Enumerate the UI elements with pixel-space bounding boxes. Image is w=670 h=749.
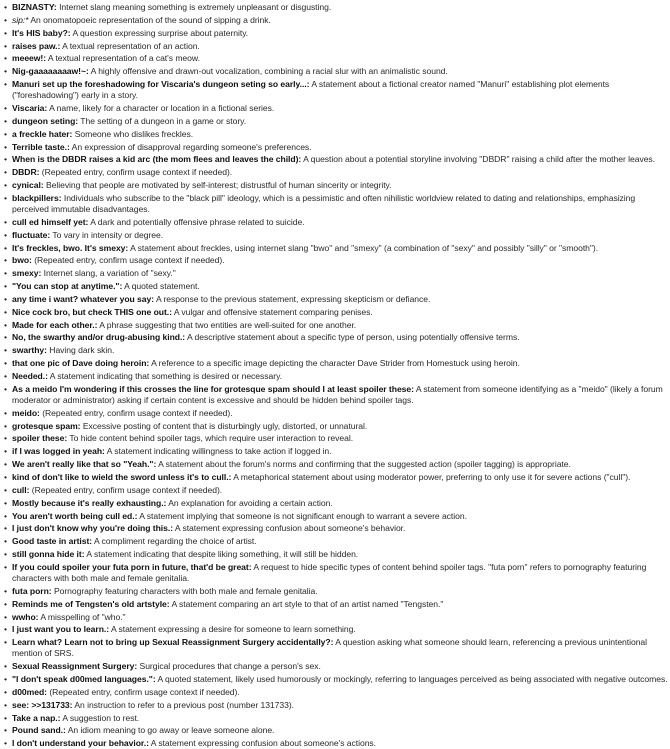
bullet-icon: • [4, 268, 7, 279]
entry-term: smexy: [12, 268, 42, 279]
entry-definition: A descriptive statement about a specific type of person, using potentially offensive terms. [187, 332, 520, 343]
bullet-icon: • [4, 637, 7, 648]
entry-term: When is the DBDR raises a kid arc (the mom flees and leaves the child): [12, 154, 302, 165]
entry-definition: A statement implying that someone is not significant enough to warrant a severe action. [139, 510, 467, 521]
entry-term: Nice cock bro, but check THIS one out.: [12, 306, 172, 317]
entry-term: Nig-gaaaaaaaaw!~: [12, 66, 89, 77]
bullet-icon: • [4, 446, 7, 457]
glossary-entry [4, 66, 668, 77]
entry-definition: A statement indicating willingness to take action if logged in. [106, 446, 332, 457]
entry-term: Pound sand.: [12, 725, 66, 736]
glossary-entry [4, 485, 668, 496]
entry-definition: A quoted statement. [124, 281, 200, 292]
glossary-entry [4, 103, 668, 114]
entry-definition: An idiom meaning to go away or leave someone alone. [67, 725, 275, 736]
bullet-icon: • [4, 154, 7, 165]
entry-term: grotesque spam: [12, 420, 81, 431]
glossary-entry [4, 154, 668, 165]
entry-definition: A misspelling of "who." [40, 611, 126, 622]
entry-term: Reminds me of Tengsten's old artstyle: [12, 598, 170, 609]
entry-definition: (Repeated entry, confirm usage context if needed). [41, 167, 233, 178]
glossary-entry [4, 599, 668, 610]
bullet-icon: • [4, 255, 7, 266]
entry-definition: A statement expressing confusion about someone's actions. [150, 738, 377, 749]
glossary-entry [4, 612, 668, 623]
entry-definition: (Repeated entry, confirm usage context if needed). [31, 484, 223, 495]
entry-definition: A statement indicating that something is desired or necessary. [49, 370, 283, 381]
entry-definition: (Repeated entry, confirm usage context if needed). [42, 407, 233, 418]
glossary-entry [4, 129, 668, 140]
entry-term: Good taste in artist: [12, 536, 93, 547]
bullet-icon: • [4, 497, 7, 508]
entry-term: swarthy: [12, 345, 47, 356]
bullet-icon: • [4, 484, 7, 495]
entry-term: if I was logged in yeah: [12, 446, 105, 457]
glossary-entry [4, 345, 668, 356]
bullet-icon: • [4, 549, 7, 560]
entry-term: DBDR: [12, 167, 40, 178]
bullet-icon: • [4, 281, 7, 292]
bullet-icon: • [4, 712, 7, 723]
entry-definition: Individuals who subscribe to the "black pill" ideology, which is a pessimistic and often nihilistic worldview related to dating and relationships, emphasizing perceived immutable disadvantages. [12, 192, 636, 214]
glossary-entry [4, 472, 668, 483]
bullet-icon: • [4, 27, 7, 38]
entry-term: kind of don't like to wield the sword unless it's to cull.: [12, 471, 232, 482]
bullet-icon: • [4, 293, 7, 304]
bullet-icon: • [4, 115, 7, 126]
glossary-entry [4, 624, 668, 635]
entry-term: meido: [12, 407, 40, 418]
bullet-icon: • [4, 471, 7, 482]
glossary-entry [4, 421, 668, 432]
glossary-entry [4, 281, 668, 292]
entry-term: Sexual Reassignment Surgery: [12, 661, 138, 672]
glossary-entry [4, 79, 668, 101]
glossary-entry [4, 332, 668, 343]
entry-definition: A statement about freckles, using internet slang "bwo" and "smexy" (a combination of "sexy" and possibly "silly" or "smooth"). [130, 242, 599, 253]
bullet-icon: • [4, 345, 7, 356]
bullet-icon: • [4, 383, 7, 394]
bullet-icon: • [4, 686, 7, 697]
glossary-entry [4, 523, 668, 534]
entry-term: wwho: [12, 611, 39, 622]
entry-term: "I don't speak d00med languages.": [12, 673, 156, 684]
entry-definition: A question about a potential storyline involving "DBDR" raising a child after the mother leaves. [303, 154, 656, 165]
entry-definition: A statement comparing an art style to that of an artist named "Tengsten." [171, 598, 444, 609]
entry-definition: A name, likely for a character or location in a fictional series. [49, 103, 275, 113]
entry-term: fluctuate: [12, 229, 51, 240]
entry-definition: A suggestion to rest. [62, 712, 140, 723]
entry-definition: To vary in intensity or degree. [52, 229, 164, 240]
bullet-icon: • [4, 561, 7, 572]
entry-term: bwo: [12, 255, 32, 266]
entry-term: It's freckles, bwo. It's smexy: [12, 242, 129, 253]
entry-term: It's HIS baby?: [12, 27, 71, 38]
bullet-icon: • [4, 229, 7, 240]
glossary-entry [4, 2, 668, 13]
entry-definition: A request to hide specific types of content behind spoiler tags. "futa porn" refers to pornography featuring characters with both male and female genitalia. [12, 561, 647, 583]
bullet-icon: • [4, 673, 7, 684]
entry-term: that one pic of Dave doing heroin: [12, 358, 150, 369]
entry-term: Manuri set up the foreshadowing for Viscaria's dungeon seting so early...: [12, 79, 310, 90]
entry-definition: A textual representation of an action. [62, 40, 200, 51]
glossary-entry [4, 661, 668, 672]
bullet-icon: • [4, 725, 7, 736]
entry-term: cull: [12, 484, 30, 495]
entry-definition: A response to the previous statement, expressing skepticism or defiance. [155, 293, 431, 304]
glossary-entry [4, 408, 668, 419]
entry-definition: Internet slang, a variation of "sexy." [43, 268, 176, 279]
entry-term: We aren't really like that so "Yeah.": [12, 459, 157, 470]
bullet-icon: • [4, 433, 7, 444]
glossary-entry [4, 193, 668, 215]
entry-term: cynical: [12, 180, 44, 191]
entry-term: I just don't know why you're doing this.: [12, 523, 174, 534]
entry-definition: An explanation for avoiding a certain action. [168, 497, 333, 508]
glossary-entry [4, 446, 668, 457]
entry-definition: A statement expressing confusion about someone's behavior. [174, 523, 406, 534]
entry-definition: A dark and potentially offensive phrase related to suicide. [90, 216, 305, 227]
entry-definition: Surgical procedures that change a person's sex. [139, 661, 321, 672]
entry-term: spoiler these: [12, 433, 68, 444]
entry-definition: A compliment regarding the choice of artist. [94, 536, 257, 547]
entry-definition: A question expressing surprise about paternity. [72, 27, 249, 38]
bullet-icon: • [4, 536, 7, 547]
entry-definition: Excessive posting of content that is disturbingly ugly, distorted, or unnatural. [82, 420, 368, 431]
entry-definition: To hide content behind spoiler tags, which require user interaction to reveal. [69, 433, 354, 444]
glossary-entry [4, 243, 668, 254]
glossary-entry [4, 459, 668, 470]
bullet-icon: • [4, 699, 7, 710]
glossary-entry [4, 384, 668, 406]
bullet-icon: • [4, 306, 7, 317]
entry-definition: A vulgar and offensive statement comparing penises. [173, 306, 373, 317]
bullet-icon: • [4, 319, 7, 330]
bullet-icon: • [4, 738, 7, 749]
bullet-icon: • [4, 216, 7, 227]
glossary-entry [4, 116, 668, 127]
entry-term: Made for each other.: [12, 319, 98, 330]
entry-term: If you could spoiler your futa porn in future, that'd be great: [12, 561, 252, 572]
entry-term: still gonna hide it: [12, 549, 85, 560]
entry-term: blackpillers: [12, 192, 62, 203]
glossary-entry [4, 586, 668, 597]
glossary-list [4, 2, 668, 749]
glossary-entry [4, 142, 668, 153]
bullet-icon: • [4, 2, 7, 12]
entry-term: I just want you to learn.: [12, 624, 110, 635]
entry-term: Take a nap.: [12, 712, 61, 723]
entry-definition: A textual representation of a cat's meow. [47, 53, 200, 64]
entry-definition: The setting of a dungeon in a game or story. [80, 115, 247, 126]
bullet-icon: • [4, 141, 7, 152]
bullet-icon: • [4, 407, 7, 418]
glossary-entry [4, 536, 668, 547]
bullet-icon: • [4, 40, 7, 51]
entry-term: Terrible taste.: [12, 141, 70, 152]
bullet-icon: • [4, 459, 7, 470]
entry-definition: A quoted statement, likely used humorously or mockingly, referring to languages perceived as being associated with negative outcomes. [157, 673, 668, 684]
entry-term: Needed.: [12, 370, 48, 381]
glossary-entry [4, 294, 668, 305]
glossary-entry [4, 738, 668, 749]
glossary-entry [4, 230, 668, 241]
entry-term: I don't understand your behavior.: [12, 738, 149, 749]
bullet-icon: • [4, 14, 7, 25]
glossary-entry [4, 433, 668, 444]
entry-definition: Internet slang meaning something is extremely unpleasant or disgusting. [59, 2, 332, 12]
bullet-icon: • [4, 611, 7, 622]
entry-term: raises paw.: [12, 40, 61, 51]
bullet-icon: • [4, 128, 7, 139]
glossary-entry [4, 320, 668, 331]
entry-definition: A phrase suggesting that two entities are well-suited for one another. [99, 319, 357, 330]
entry-term: see: >>131733: [12, 699, 73, 710]
glossary-entry [4, 217, 668, 228]
entry-definition: A reference to a specific image depicting the character Dave Strider from Homestuck using heroin. [151, 358, 520, 369]
entry-term: "You can stop at anytime.": [12, 281, 123, 292]
bullet-icon: • [4, 332, 7, 343]
entry-definition: A statement about a fictional creator named "Manuri" establishing plot elements ("foreshadowing") early in a story. [12, 79, 610, 101]
glossary-entry [4, 255, 668, 266]
entry-definition: Having dark skin. [49, 345, 115, 356]
entry-term: dungeon seting: [12, 115, 79, 126]
glossary-entry [4, 371, 668, 382]
glossary-entry [4, 268, 668, 279]
bullet-icon: • [4, 585, 7, 596]
bullet-icon: • [4, 180, 7, 191]
entry-definition: An instruction to refer to a previous post (number 131733). [74, 699, 294, 710]
entry-term: cull ed himself yet: [12, 216, 89, 227]
glossary-entry [4, 498, 668, 509]
entry-term: futa porn: [12, 585, 52, 596]
entry-definition: (Repeated entry, confirm usage context if needed). [34, 255, 225, 266]
bullet-icon: • [4, 661, 7, 672]
glossary-entry [4, 53, 668, 64]
entry-definition: A question asking what someone should learn, referencing a previous unintentional mention of SRS. [12, 637, 648, 659]
bullet-icon: • [4, 167, 7, 178]
glossary-entry [4, 41, 668, 52]
entry-definition: A statement from someone identifying as a "meido" (likely a forum moderator or administrator) asking if certain content is excessive and should be hidden behind spoiler tags. [12, 383, 663, 405]
glossary-entry [4, 700, 668, 711]
entry-term: Mostly because it's really exhausting.: [12, 497, 167, 508]
entry-term: a freckle hater: [12, 128, 73, 139]
entry-term: sip:* [12, 14, 29, 25]
entry-definition: A statement expressing a desire for someone to learn something. [110, 624, 356, 635]
glossary-entry [4, 687, 668, 698]
glossary-entry [4, 674, 668, 685]
bullet-icon: • [4, 103, 7, 113]
entry-definition: An expression of disapproval regarding someone's preferences. [71, 141, 312, 152]
entry-definition: An onomatopoeic representation of the sound of sipping a drink. [30, 14, 271, 25]
bullet-icon: • [4, 420, 7, 431]
bullet-icon: • [4, 66, 7, 77]
entry-definition: A highly offensive and drawn-out vocalization, combining a racial slur with an animalistic sound. [90, 66, 448, 77]
glossary-entry [4, 511, 668, 522]
bullet-icon: • [4, 598, 7, 609]
glossary-entry [4, 562, 668, 584]
entry-definition: Believing that people are motivated by self-interest; distrustful of human sincerity or integrity. [45, 180, 392, 191]
entry-definition: Pornography featuring characters with both male and female genitalia. [53, 585, 318, 596]
glossary-entry [4, 713, 668, 724]
glossary-entry [4, 637, 668, 659]
entry-term: d00med: [12, 686, 47, 697]
glossary-entry [4, 15, 668, 26]
bullet-icon: • [4, 192, 7, 203]
entry-definition: A metaphorical statement about using moderator power, preferring to only use it for severe actions ("cull"). [233, 471, 631, 482]
bullet-icon: • [4, 79, 7, 90]
entry-term: any time i want? whatever you say: [12, 293, 155, 304]
entry-term: meeew!: [12, 53, 47, 64]
bullet-icon: • [4, 242, 7, 253]
entry-definition: Someone who dislikes freckles. [74, 128, 194, 139]
bullet-icon: • [4, 523, 7, 534]
bullet-icon: • [4, 370, 7, 381]
bullet-icon: • [4, 510, 7, 521]
glossary-entry [4, 180, 668, 191]
entry-term: No, the swarthy and/or drug-abusing kind.: [12, 332, 186, 343]
entry-term: Learn what? Learn not to bring up Sexual Reassignment Surgery accidentally?: [12, 637, 334, 648]
bullet-icon: • [4, 53, 7, 64]
bullet-icon: • [4, 358, 7, 369]
entry-term: Viscaria: [12, 103, 48, 113]
entry-definition: (Repeated entry, confirm usage context if needed). [49, 686, 240, 697]
glossary-entry [4, 307, 668, 318]
glossary-entry [4, 28, 668, 39]
entry-definition: A statement about the forum's norms and confirming that the suggested action (spoiler tagging) is appropriate. [158, 459, 571, 470]
entry-term: You aren't worth being cull ed.: [12, 510, 138, 521]
glossary-entry [4, 167, 668, 178]
glossary-entry [4, 725, 668, 736]
entry-definition: A statement indicating that despite liking something, it will still be hidden. [86, 549, 359, 560]
bullet-icon: • [4, 624, 7, 635]
entry-term: As a meido I'm wondering if this crosses the line for grotesque spam should I at least spoiler these: [12, 383, 414, 394]
glossary-entry [4, 358, 668, 369]
entry-term: BIZNASTY: [12, 2, 57, 12]
glossary-entry [4, 549, 668, 560]
